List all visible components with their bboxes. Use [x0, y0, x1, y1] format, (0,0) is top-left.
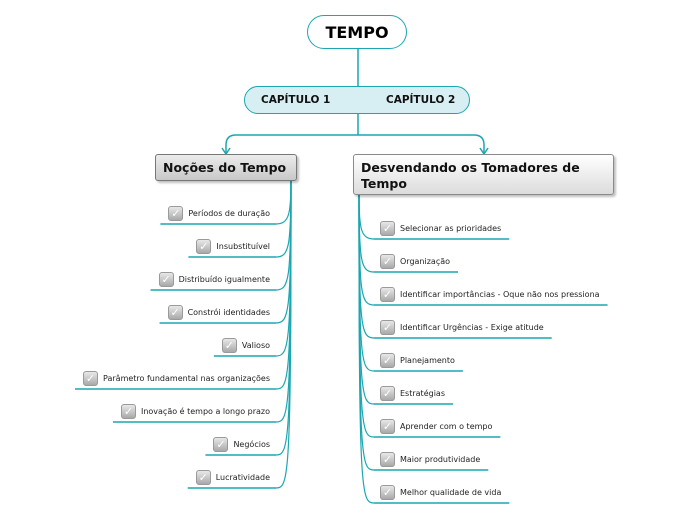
leaf-label: Lucratividade — [215, 472, 270, 482]
leaf-label: Distribuído igualmente — [178, 274, 270, 284]
checkbox-check-icon: ✓ — [196, 239, 211, 254]
checkbox-check-icon: ✓ — [380, 320, 395, 335]
branch-connector — [359, 195, 374, 503]
checkbox-check-icon: ✓ — [380, 452, 395, 467]
checkbox-check-icon: ✓ — [380, 353, 395, 368]
leaf-item[interactable] — [380, 483, 501, 501]
chapter-2-label: CAPÍTULO 2 — [386, 94, 456, 106]
branch-desvendando-tomadores[interactable] — [353, 154, 614, 195]
leaf-label: Negócios — [233, 439, 270, 449]
checkbox-check-icon: ✓ — [222, 338, 237, 353]
branch-connector — [276, 181, 291, 224]
connector-split-right — [358, 135, 484, 154]
checkbox-check-icon: ✓ — [380, 287, 395, 302]
checkbox-check-icon: ✓ — [380, 221, 395, 236]
checkbox-check-icon: ✓ — [380, 485, 395, 500]
checkbox-check-icon: ✓ — [380, 386, 395, 401]
checkbox-check-icon: ✓ — [159, 272, 174, 287]
leaf-item[interactable] — [196, 237, 270, 255]
leaf-label: Constrói identidades — [187, 307, 270, 317]
checkbox-check-icon: ✓ — [83, 371, 98, 386]
leaf-label: Maior produtividade — [400, 454, 481, 464]
chapters-node[interactable] — [244, 86, 470, 114]
leaf-item[interactable] — [380, 450, 480, 468]
branch-connector — [359, 195, 374, 338]
leaf-item[interactable] — [196, 468, 270, 486]
branch-connector — [359, 195, 374, 272]
leaf-item[interactable] — [168, 204, 270, 222]
leaf-item[interactable] — [380, 318, 544, 336]
branch-connector — [276, 181, 291, 290]
checkbox-check-icon: ✓ — [121, 404, 136, 419]
checkbox-check-icon: ✓ — [168, 305, 183, 320]
leaf-label: Valioso — [241, 340, 270, 350]
branch-title: Desvendando os Tomadores de Tempo — [361, 160, 580, 191]
leaf-label: Organização — [400, 256, 451, 266]
branch-connector — [359, 195, 374, 305]
connector-split-left — [226, 135, 358, 154]
leaf-label: Identificar importâncias - Oque não nos pressiona — [400, 289, 600, 299]
leaf-item[interactable] — [168, 303, 270, 321]
leaf-item[interactable] — [83, 369, 270, 387]
leaf-item[interactable] — [380, 219, 501, 237]
branch-title: Noções do Tempo — [163, 160, 287, 175]
leaf-label: Melhor qualidade de vida — [400, 487, 502, 497]
checkbox-check-icon: ✓ — [196, 470, 211, 485]
leaf-label: Aprender com o tempo — [400, 421, 493, 431]
checkbox-check-icon: ✓ — [213, 437, 228, 452]
leaf-item[interactable] — [222, 336, 270, 354]
leaf-item[interactable] — [121, 402, 270, 420]
leaf-label: Selecionar as prioridades — [400, 223, 502, 233]
leaf-item[interactable] — [380, 351, 455, 369]
leaf-item[interactable] — [213, 435, 270, 453]
branch-connector — [276, 181, 291, 488]
branch-connector — [276, 181, 291, 323]
leaf-label: Parâmetro fundamental nas organizações — [103, 373, 270, 383]
root-node[interactable] — [307, 15, 407, 49]
branch-connector — [359, 195, 374, 239]
leaf-item[interactable] — [380, 252, 450, 270]
checkbox-check-icon: ✓ — [168, 206, 183, 221]
leaf-item[interactable] — [380, 285, 600, 303]
leaf-item[interactable] — [380, 417, 492, 435]
leaf-item[interactable] — [380, 384, 445, 402]
leaf-label: Planejamento — [400, 355, 455, 365]
leaf-label: Períodos de duração — [188, 208, 270, 218]
chapter-1-label: CAPÍTULO 1 — [261, 94, 331, 106]
branch-connector — [276, 181, 291, 257]
leaf-label: Identificar Urgências - Exige atitude — [400, 322, 544, 332]
checkbox-check-icon: ✓ — [380, 419, 395, 434]
leaf-label: Estratégias — [400, 388, 445, 398]
checkbox-check-icon: ✓ — [380, 254, 395, 269]
leaf-label: Inovação é tempo a longo prazo — [140, 406, 270, 416]
leaf-item[interactable] — [159, 270, 270, 288]
branch-nocoes-do-tempo[interactable] — [155, 154, 297, 181]
leaf-label: Insubstituível — [216, 241, 270, 251]
root-label: TEMPO — [325, 22, 389, 42]
